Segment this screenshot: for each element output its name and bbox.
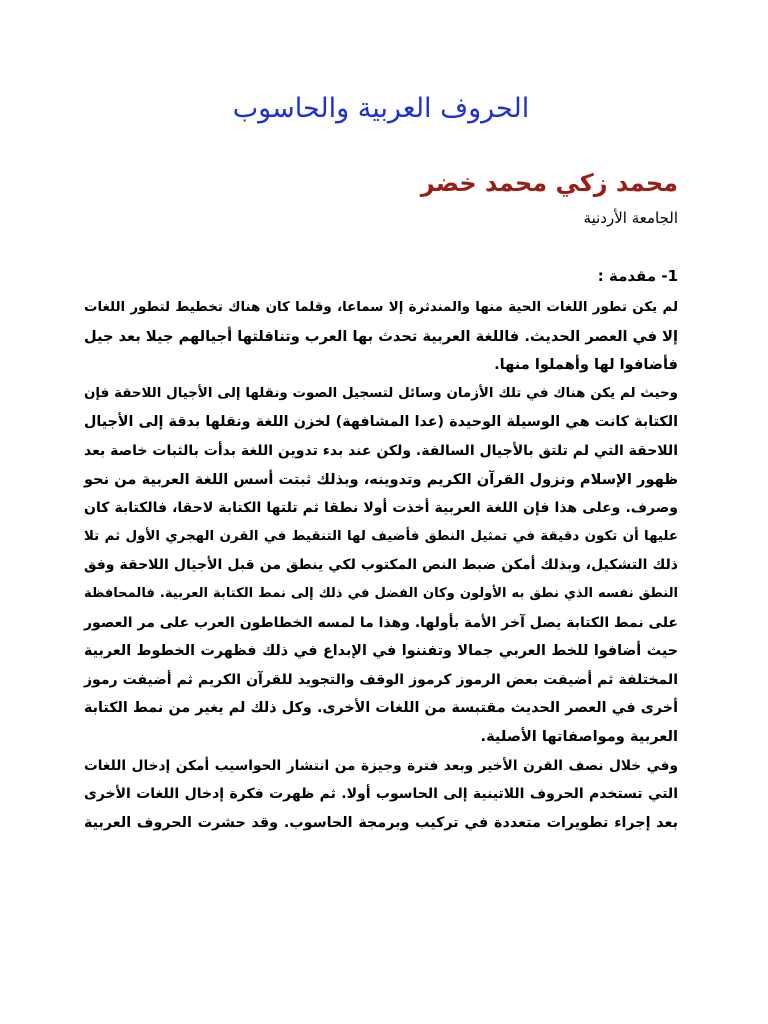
text-line: حيث أضافوا للخط العربي جمالا وتفننوا في الإبداع في ذلك فظهرت الخطوط العربية: [84, 643, 678, 660]
text-line: اللاحقة التي لم تلتق بالأجيال السالفة. ولكن عند بدء تدوين اللغة بدأت بالثبات خاصة بعد: [84, 442, 678, 459]
section-heading: 1- مقدمة :: [597, 267, 678, 285]
text-line: وفي خلال نصف القرن الأخير وبعد فترة وجيزة من انتشار الحواسيب أمكن إدخال اللغات: [84, 757, 678, 774]
text-line: التي تستخدم الحروف اللاتينية إلى الحاسوب أولا. ثم ظهرت فكرة إدخال اللغات الأخرى: [84, 786, 678, 803]
text-line: العربية ومواصفاتها الأصلية.: [480, 727, 678, 745]
document-title: الحروف العربية والحاسوب: [232, 93, 530, 124]
text-line: الكتابة كانت هي الوسيلة الوحيدة (عدا المشافهة) لخزن اللغة ونقلها بدقة إلى الأجيال: [84, 414, 678, 431]
author-affiliation: الجامعة الأردنية: [583, 209, 678, 227]
body-text: [84, 294, 678, 837]
text-line: ظهور الإسلام ونزول القرآن الكريم وتدوينه، وبذلك ثبتت أسس اللغة العربية من نحو: [84, 470, 678, 488]
text-line: بعد إجراء تطويرات متعددة في تركيب وبرمجة الحاسوب. وقد حشرت الحروف العربية: [84, 814, 678, 831]
text-line: النطق نفسه الذي نطق به الأولون وكان الفضل في ذلك إلى نمط الكتابة العربية. فالمحافظة: [84, 585, 678, 601]
text-line: وصرف. وعلى هذا فإن اللغة العربية أخذت أولا نطقا ثم تلتها الكتابة لاحقا، فالكتابة كان: [84, 500, 678, 517]
text-line: على نمط الكتابة يصل آخر الأمة بأولها. وهذا ما لمسه الخطاطون العرب على مر العصور: [84, 614, 678, 631]
author-name: محمد زكي محمد خضر: [420, 169, 678, 197]
text-line: المختلفة ثم أضيفت بعض الرموز كرموز الوقف والتجويد للقرآن الكريم ثم أضيفت رموز: [84, 671, 678, 688]
text-line: ذلك التشكيل، وبذلك أمكن ضبط النص المكتوب لكي ينطق من قبل الأجيال اللاحقة وفق: [84, 557, 678, 574]
text-line: عليها أن تكون دقيقة في تمثيل النطق فأضيف لها التنقيط في القرن الهجري الأول ثم تلا: [84, 528, 678, 544]
text-line: أخرى في العصر الحديث مقتبسة من اللغات الأخرى. وكل ذلك لم يغير من نمط الكتابة: [84, 700, 678, 717]
text-line: فأضافوا لها وأهملوا منها.: [494, 356, 678, 374]
text-line: لم يكن تطور اللغات الحية منها والمندثرة إلا سماعا، وقلما كان هناك تخطيط لتطور اللغات: [84, 300, 678, 315]
text-line: وحيث لم يكن هناك في تلك الأزمان وسائل لتسجيل الصوت ونقلها إلى الأجيال اللاحقة فإن: [84, 385, 678, 401]
text-line: إلا في العصر الحديث. فاللغة العربية تحدث بها العرب وتناقلتها أجيالهم جيلا بعد جيل: [84, 327, 678, 345]
